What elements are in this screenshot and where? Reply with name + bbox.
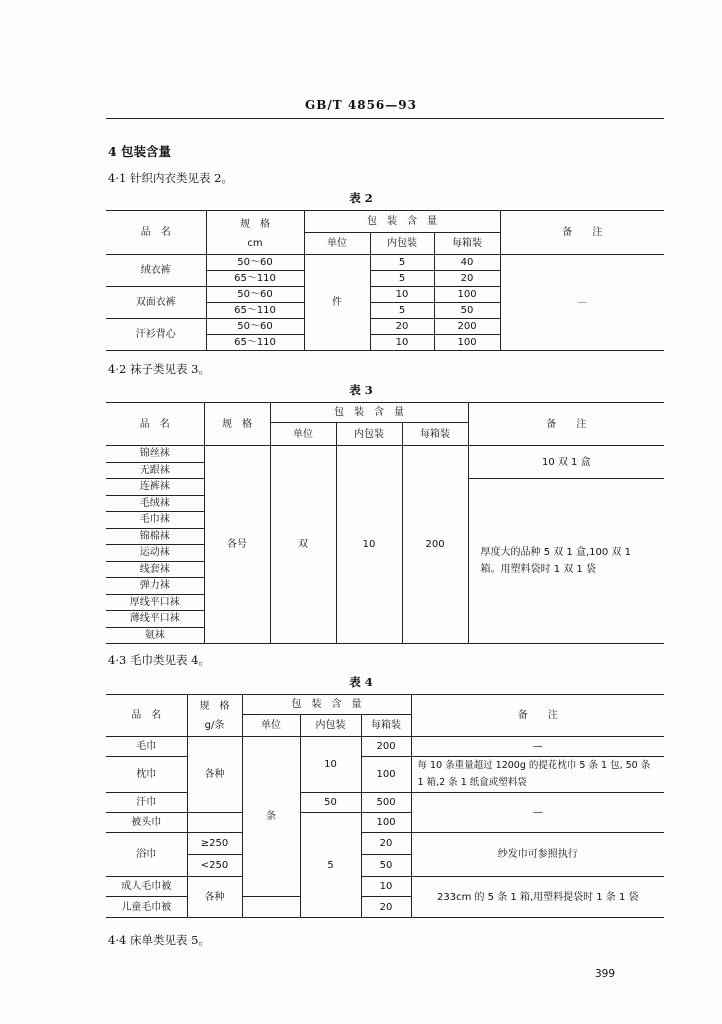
t3-name-cell: 无跟袜 bbox=[106, 462, 204, 479]
t4-note-bath: 纱发巾可参照执行 bbox=[411, 833, 664, 877]
t3-inner-cell: 10 bbox=[336, 446, 402, 644]
t4-box-child: 20 bbox=[361, 897, 411, 918]
t3-note-2: 厚度大的品种 5 双 1 盒,100 双 1 箱。用塑料袋时 1 双 1 袋 bbox=[468, 479, 664, 644]
t4-box-pillow: 100 bbox=[361, 757, 411, 793]
t2-header-inner: 内包装 bbox=[370, 233, 434, 255]
t2-inner-cell: 20 bbox=[370, 319, 434, 335]
t2-inner-cell: 10 bbox=[370, 287, 434, 303]
t4-unit-cell: 条 bbox=[242, 737, 300, 897]
t4-note-dash-2: — bbox=[411, 793, 664, 833]
t4-box-sweat: 500 bbox=[361, 793, 411, 813]
t3-header-unit: 单位 bbox=[270, 423, 336, 446]
t3-name-cell: 薄线平口袜 bbox=[106, 611, 204, 628]
t3-name-cell: 氨袜 bbox=[106, 627, 204, 644]
t2-header-box: 每箱装 bbox=[434, 233, 500, 255]
t4-spec-blanket: 各种 bbox=[187, 877, 242, 918]
t2-box-cell: 50 bbox=[434, 303, 500, 319]
t4-name-child: 儿童毛巾被 bbox=[106, 897, 187, 918]
t4-header-box: 每箱装 bbox=[361, 715, 411, 737]
t2-spec-cell: 65～110 bbox=[206, 303, 304, 319]
t3-header-inner: 内包装 bbox=[336, 423, 402, 446]
t3-spec-cell: 各号 bbox=[204, 446, 270, 644]
t2-spec-cell: 50～60 bbox=[206, 287, 304, 303]
t2-header-spec: 规 格 bbox=[206, 211, 304, 233]
t4-header-pack: 包 装 含 量 bbox=[242, 695, 411, 715]
clause-4-4: 4·4 床单类见表 5。 bbox=[108, 933, 210, 947]
t4-header-name: 品 名 bbox=[106, 695, 187, 737]
t3-header-box: 每箱装 bbox=[402, 423, 468, 446]
t3-header-spec: 规 格 bbox=[204, 403, 270, 446]
t4-name-adult: 成人毛巾被 bbox=[106, 877, 187, 897]
t2-spec-cell: 65～110 bbox=[206, 271, 304, 287]
t4-box-head: 100 bbox=[361, 813, 411, 833]
table-3-caption: 表 3 bbox=[349, 383, 373, 397]
t4-spec-blank bbox=[187, 813, 242, 833]
t3-name-cell: 毛绒袜 bbox=[106, 495, 204, 512]
header-rule bbox=[106, 118, 664, 119]
t2-unit-cell: 件 bbox=[304, 255, 370, 351]
t3-name-cell: 运动袜 bbox=[106, 545, 204, 562]
t3-header-pack: 包 装 含 量 bbox=[270, 403, 468, 423]
t2-box-cell: 100 bbox=[434, 287, 500, 303]
section-4-title: 4 包装含量 bbox=[108, 144, 172, 159]
t4-name-sweat: 汗巾 bbox=[106, 793, 187, 813]
t4-inner-a: 10 bbox=[300, 737, 361, 793]
clause-4-2: 4·2 袜子类见表 3。 bbox=[108, 362, 210, 376]
t3-name-cell: 连裤袜 bbox=[106, 479, 204, 496]
table-4-caption: 表 4 bbox=[349, 675, 373, 689]
t4-box-adult: 10 bbox=[361, 877, 411, 897]
t2-inner-cell: 5 bbox=[370, 255, 434, 271]
t3-name-cell: 厚线平口袜 bbox=[106, 594, 204, 611]
t3-name-cell: 毛巾袜 bbox=[106, 512, 204, 529]
t3-header-note: 备 注 bbox=[468, 403, 664, 446]
t2-spec-cell: 65～110 bbox=[206, 335, 304, 351]
t3-unit-cell: 双 bbox=[270, 446, 336, 644]
t2-box-cell: 40 bbox=[434, 255, 500, 271]
t2-box-cell: 100 bbox=[434, 335, 500, 351]
t3-note-1: 10 双 1 盒 bbox=[468, 446, 664, 479]
standard-header: GB/T 4856—93 bbox=[305, 98, 417, 112]
t2-spec-cell: 50～60 bbox=[206, 319, 304, 335]
t2-header-name: 品 名 bbox=[106, 211, 206, 255]
t2-name-cell: 汗衫背心 bbox=[106, 319, 206, 351]
t4-spec-all: 各种 bbox=[187, 737, 242, 813]
t2-spec-cell: 50～60 bbox=[206, 255, 304, 271]
table-3 bbox=[106, 402, 664, 644]
table-2 bbox=[106, 210, 664, 351]
t2-header-spec-unit: cm bbox=[206, 233, 304, 255]
t4-name-pillow: 枕巾 bbox=[106, 757, 187, 793]
t2-inner-cell: 5 bbox=[370, 303, 434, 319]
t4-name-head: 被头巾 bbox=[106, 813, 187, 833]
t4-box-bath-1: 20 bbox=[361, 833, 411, 855]
t3-name-cell: 线套袜 bbox=[106, 561, 204, 578]
clause-4-1: 4·1 针织内衣类见表 2。 bbox=[108, 171, 233, 185]
t4-header-inner: 内包装 bbox=[300, 715, 361, 737]
t2-name-cell: 双面衣裤 bbox=[106, 287, 206, 319]
t2-header-unit: 单位 bbox=[304, 233, 370, 255]
t2-header-note: 备 注 bbox=[500, 211, 664, 255]
t4-header-spec: 规 格 bbox=[187, 695, 242, 715]
t4-unit-tail bbox=[242, 897, 300, 918]
t4-name-bath: 浴巾 bbox=[106, 833, 187, 877]
t4-name-towel: 毛巾 bbox=[106, 737, 187, 757]
t4-spec-bath-1: ≥250 bbox=[187, 833, 242, 855]
t4-note-dash-1: — bbox=[411, 737, 664, 757]
t4-note-blanket: 233cm 的 5 条 1 箱,用塑料提袋时 1 条 1 袋 bbox=[411, 877, 664, 918]
t2-note-cell: — bbox=[500, 255, 664, 351]
t4-header-unit: 单位 bbox=[242, 715, 300, 737]
t2-inner-cell: 10 bbox=[370, 335, 434, 351]
t2-name-cell: 绒衣裤 bbox=[106, 255, 206, 287]
t4-header-note: 备 注 bbox=[411, 695, 664, 737]
t4-spec-bath-2: <250 bbox=[187, 855, 242, 877]
page-number: 399 bbox=[595, 968, 616, 980]
t2-header-pack: 包 装 含 量 bbox=[304, 211, 500, 233]
t3-header-name: 品 名 bbox=[106, 403, 204, 446]
t2-inner-cell: 5 bbox=[370, 271, 434, 287]
t4-note-pillow: 每 10 条重量超过 1200g 的提花枕巾 5 条 1 包, 50 条 1 箱,2 条 1 纸盒或塑料袋 bbox=[411, 757, 664, 793]
t4-box-towel: 200 bbox=[361, 737, 411, 757]
t3-name-cell: 锦棉袜 bbox=[106, 528, 204, 545]
table-4 bbox=[106, 694, 664, 918]
t4-inner-c: 5 bbox=[300, 813, 361, 918]
t3-name-cell: 弹力袜 bbox=[106, 578, 204, 595]
t4-inner-b: 50 bbox=[300, 793, 361, 813]
clause-4-3: 4·3 毛巾类见表 4。 bbox=[108, 653, 210, 667]
t3-box-cell: 200 bbox=[402, 446, 468, 644]
t2-box-cell: 200 bbox=[434, 319, 500, 335]
t4-box-bath-2: 50 bbox=[361, 855, 411, 877]
table-2-caption: 表 2 bbox=[349, 191, 373, 205]
t3-name-cell: 锦丝袜 bbox=[106, 446, 204, 463]
t4-header-spec-unit: g/条 bbox=[187, 715, 242, 737]
t2-box-cell: 20 bbox=[434, 271, 500, 287]
